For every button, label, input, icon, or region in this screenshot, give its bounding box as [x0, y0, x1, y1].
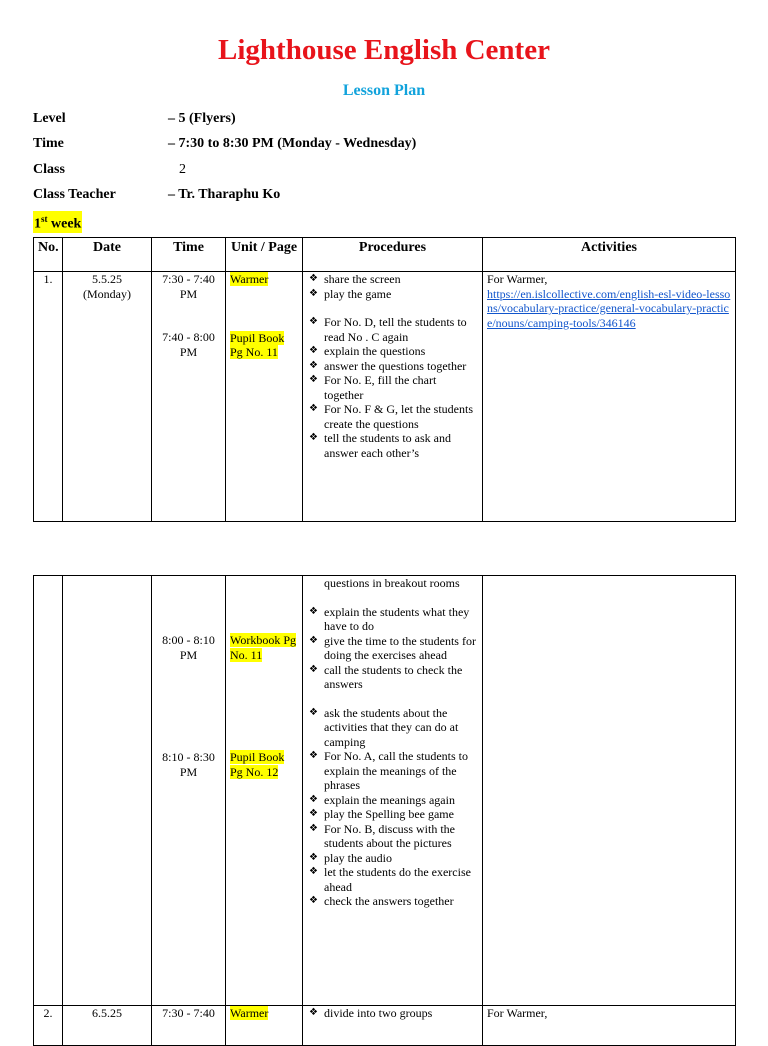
- row-time: [152, 272, 226, 522]
- procedure-item: ❖ play the Spelling bee game: [324, 807, 478, 822]
- procedure-item: ❖ explain the questions: [324, 344, 478, 359]
- procedure-item: ❖ For No. E, fill the chart together: [324, 373, 478, 402]
- time-slot: 8:00 - 8:10 PM: [162, 633, 215, 662]
- time-slot: 8:10 - 8:30 PM: [162, 750, 215, 779]
- time-slot: 7:30 - 7:40 PM: [162, 272, 215, 301]
- table-row: [34, 272, 736, 522]
- week-label: week: [47, 216, 82, 232]
- unit-label: Pupil Book Pg No. 12: [230, 750, 285, 779]
- procedure-item: ❖ give the time to the students for doing the exercises ahead: [324, 634, 478, 663]
- header-activities: Activities: [483, 238, 736, 272]
- row-no: 2.: [34, 1006, 63, 1046]
- week-heading: [33, 211, 82, 233]
- row-procedures: [303, 1006, 483, 1046]
- row-unit: [226, 272, 303, 522]
- row-unit: [226, 1006, 303, 1046]
- row-no: [34, 576, 63, 1006]
- lesson-table-1: [33, 237, 736, 522]
- time-value: – 7:30 to 8:30 PM (Monday - Wednesday): [168, 136, 417, 151]
- procedure-item: ❖ divide into two groups: [324, 1006, 478, 1021]
- header-unit: Unit / Page: [226, 238, 303, 272]
- lesson-table-2: [33, 575, 736, 1046]
- teacher-label: Class Teacher: [33, 187, 116, 202]
- level-label: Level: [33, 111, 66, 126]
- procedure-item: ❖ check the answers together: [324, 894, 478, 909]
- procedure-item: ❖ tell the students to ask and answer each other’s: [324, 431, 478, 460]
- activity-label: For Warmer,: [487, 272, 548, 286]
- header-no: No.: [34, 238, 63, 272]
- procedure-item: ❖ explain the students what they have to do: [324, 605, 478, 634]
- procedure-item: ❖ For No. D, tell the students to read No . C again: [324, 315, 478, 344]
- procedure-list: [307, 706, 478, 909]
- procedure-continued: questions in breakout rooms: [324, 576, 460, 590]
- teacher-value: – Tr. Tharaphu Ko: [168, 187, 281, 202]
- procedure-item: ❖ explain the meanings again: [324, 793, 478, 808]
- row-procedures: [303, 576, 483, 1006]
- procedure-list: [307, 1006, 478, 1021]
- date-value: 5.5.25: [92, 272, 122, 286]
- unit-label: Pupil Book Pg No. 11: [230, 330, 285, 359]
- procedure-item: ❖ For No. A, call the students to explain the meanings of the phrases: [324, 749, 478, 793]
- row-procedures: [303, 272, 483, 522]
- week-number: 1: [34, 216, 41, 232]
- procedure-list: [307, 272, 478, 301]
- unit-label: Warmer: [230, 272, 269, 286]
- row-date: 6.5.25: [63, 1006, 152, 1046]
- table-header-row: [34, 238, 736, 272]
- table-row: [34, 1006, 736, 1046]
- activity-link[interactable]: https://en.islcollective.com/english-esl-video-lessons/vocabulary-practice/general-vocabulary-practice/nouns/camping-tools/346146: [487, 286, 731, 330]
- page-title: Lighthouse English Center: [218, 34, 550, 66]
- procedure-item: ❖ play the audio: [324, 851, 478, 866]
- unit-label: Workbook Pg No. 11: [230, 633, 297, 662]
- row-time: [152, 576, 226, 1006]
- row-no: 1.: [34, 272, 63, 522]
- procedure-list: [307, 315, 478, 460]
- row-time: 7:30 - 7:40: [152, 1006, 226, 1046]
- procedure-item: ❖ For No. F & G, let the students create the questions: [324, 402, 478, 431]
- procedure-list: [307, 605, 478, 692]
- procedure-item: ❖ answer the questions together: [324, 359, 478, 374]
- row-date: [63, 272, 152, 522]
- row-activities: [483, 576, 736, 1006]
- class-label: Class: [33, 162, 65, 177]
- row-date: [63, 576, 152, 1006]
- table-row: [34, 576, 736, 1006]
- time-slot: 7:40 - 8:00 PM: [162, 330, 215, 359]
- procedure-item: ❖ ask the students about the activities that they can do at camping: [324, 706, 478, 750]
- procedure-item: ❖ let the students do the exercise ahead: [324, 865, 478, 894]
- page-subtitle: Lesson Plan: [342, 82, 426, 99]
- header-procedures: Procedures: [303, 238, 483, 272]
- time-label: Time: [33, 136, 64, 151]
- unit-label: Warmer: [230, 1006, 269, 1020]
- procedure-item: ❖ For No. B, discuss with the students about the pictures: [324, 822, 478, 851]
- class-value: 2: [179, 162, 186, 177]
- row-unit: [226, 576, 303, 1006]
- procedure-item: ❖ play the game: [324, 287, 478, 302]
- day-value: (Monday): [83, 286, 131, 301]
- row-activities: [483, 272, 736, 522]
- week-suffix: st: [41, 214, 48, 224]
- procedure-item: ❖ share the screen: [324, 272, 478, 287]
- procedure-item: ❖ call the students to check the answers: [324, 663, 478, 692]
- header-time: Time: [152, 238, 226, 272]
- header-date: Date: [63, 238, 152, 272]
- row-activities: For Warmer,: [483, 1006, 736, 1046]
- level-value: – 5 (Flyers): [168, 111, 236, 126]
